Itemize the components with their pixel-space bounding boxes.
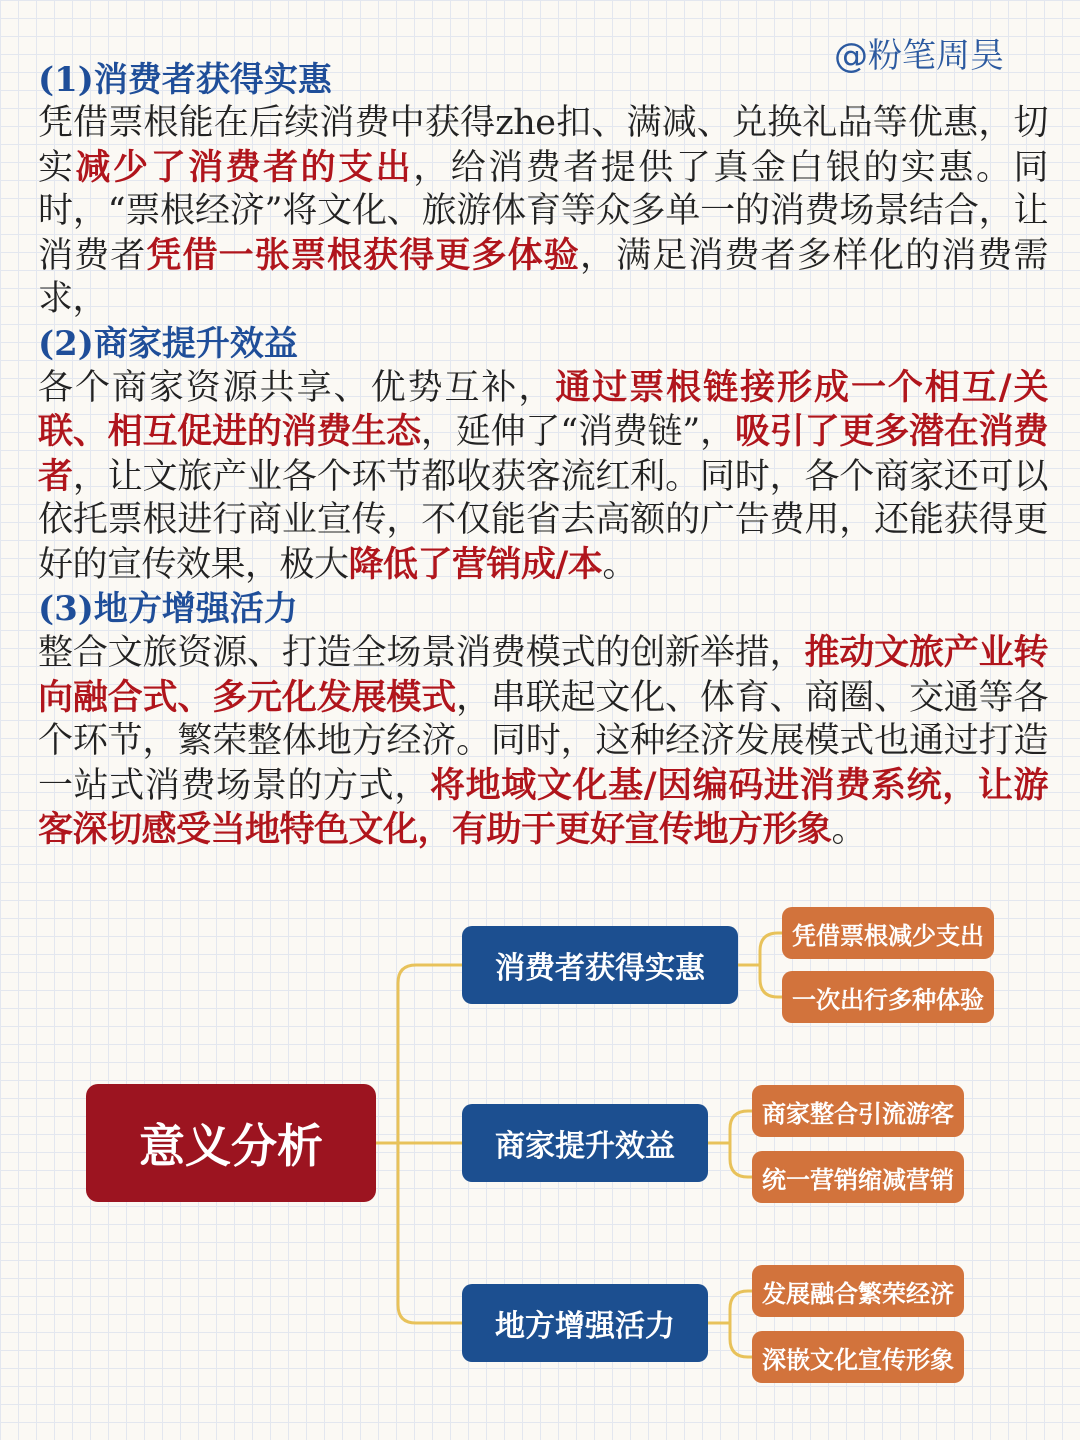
connector-line xyxy=(708,1111,752,1143)
section-local xyxy=(38,587,1048,853)
watermark: @粉笔周昊 xyxy=(834,36,1004,76)
highlight-text: 将地域文化基/因编码进消费系统，让游客深切感受当地特色文化，有助于更好宣传地方形象 xyxy=(38,764,1048,850)
section-heading: (3)地方增强活力 xyxy=(38,589,298,629)
text-segment: ，串联起文化、体育、商圈、交通等各个环节，繁荣整体地方经济。同时，这种经济发展模式也通过打造一站式消费场景的方式， xyxy=(38,677,1048,806)
section-paragraph xyxy=(38,631,1048,853)
mindmap-leaf: 凭借票根减少支出 xyxy=(782,907,994,959)
highlight-text: 吸引了更多潜在消费者 xyxy=(38,411,1048,497)
text-segment: ，让文旅产业各个环节都收获客流红利。同时，各个商家还可以依托票根进行商业宣传，不仅能省去高额的广告费用，还能获得更好的宣传效果，极大 xyxy=(38,456,1048,585)
connector-line xyxy=(398,1143,462,1323)
mindmap-root: 意义分析 xyxy=(86,1084,376,1202)
section-paragraph xyxy=(38,102,1048,322)
section-paragraph xyxy=(38,366,1048,588)
text-segment: ，满足消费者多样化的消费需求， xyxy=(38,235,1048,319)
highlight-text: 降低了营销成/本 xyxy=(348,543,603,585)
section-consumers xyxy=(38,58,1048,322)
connector-line xyxy=(760,965,782,997)
section-heading: (2)商家提升效益 xyxy=(38,323,298,364)
article-body xyxy=(38,58,1048,853)
text-segment: ，延伸了“消费链”， xyxy=(420,412,735,452)
mindmap-leaf: 深嵌文化宣传形象 xyxy=(752,1331,964,1383)
text-segment: 整合文旅资源、打造全场景消费模式的创新举措， xyxy=(38,633,805,673)
highlight-text: 减少了消费者的支出 xyxy=(75,146,414,188)
section-merchants xyxy=(38,322,1048,588)
text-segment: 各个商家资源共享、优势互补， xyxy=(38,367,556,408)
mindmap-branch-consumers: 消费者获得实惠 xyxy=(462,926,738,1004)
mindmap-leaf: 商家整合引流游客 xyxy=(752,1085,964,1137)
text-segment: 凭借票根能在后续消费中获得zhe扣、满减、兑换礼品等优惠，切实 xyxy=(38,103,1048,188)
highlight-text: 推动文旅产业转向融合式、多元化发展模式 xyxy=(38,632,1048,718)
mindmap-branch-local: 地方增强活力 xyxy=(462,1284,708,1362)
mindmap-leaf: 一次出行多种体验 xyxy=(782,971,994,1023)
mindmap-leaf: 统一营销缩减营销 xyxy=(752,1151,964,1203)
section-heading: (1)消费者获得实惠 xyxy=(38,60,332,100)
connector-line xyxy=(730,1323,752,1357)
mindmap-branch-merchants: 商家提升效益 xyxy=(462,1104,708,1182)
connector-line xyxy=(708,1291,752,1323)
text-segment: ，给消费者提供了真金白银的实惠。同时，“票根经济”将文化、旅游体育等众多单一的消费场景结合，让消费者 xyxy=(38,147,1048,276)
highlight-text: 通过票根链接形成一个相互/关联、相互促进的消费生态 xyxy=(38,366,1048,452)
connector-line xyxy=(730,1143,752,1177)
mindmap-leaf: 发展融合繁荣经济 xyxy=(752,1265,964,1317)
connector-line xyxy=(376,965,462,1143)
text-segment: 。 xyxy=(602,544,637,585)
highlight-text: 凭借一张票根获得更多体验 xyxy=(146,234,580,276)
connector-line xyxy=(738,933,782,965)
text-segment: 。 xyxy=(831,810,867,850)
